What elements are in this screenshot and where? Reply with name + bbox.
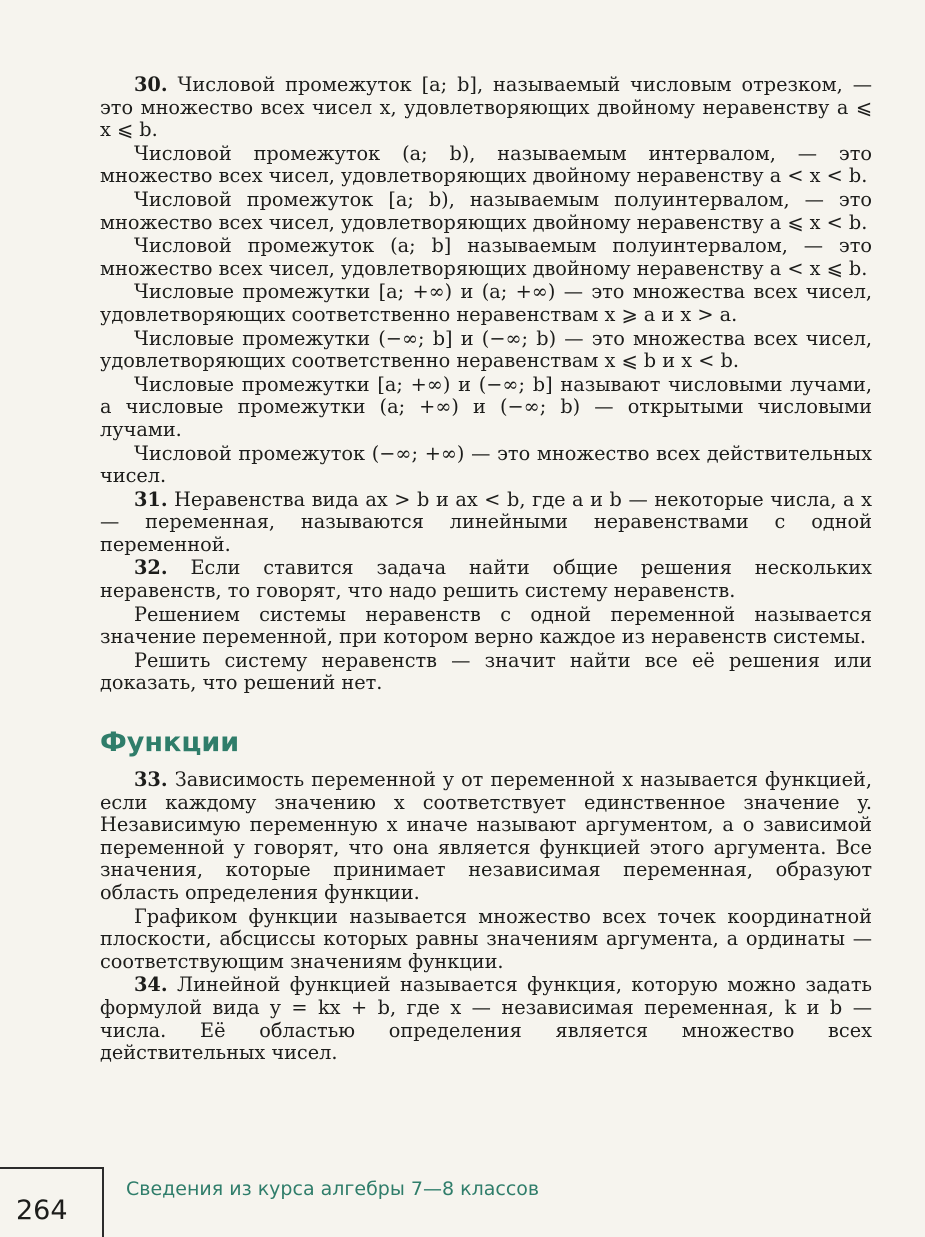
paragraph	[100, 489, 872, 557]
paragraph-text: Числовые промежутки (−∞; b] и (−∞; b) — это множества всех чисел, удовлетворяющих соответственно неравенствам x ⩽ b и x < b.	[100, 326, 872, 373]
paragraph-text: Зависимость переменной y от переменной x называется функцией, если каждому значению x соответствует единственное значение y. Независимую переменную x иначе называют аргументом, а о зависимой переменной y говорят, что она является функцией этого аргумента. Все значения, которые принимает независимая переменная, образуют область определения функции.	[100, 768, 872, 904]
item-number: 31.	[134, 487, 168, 511]
paragraph-text: Числовой промежуток (a; b), называемым интервалом, — это множество всех чисел, удовлетворяющих двойному неравенству a < x < b.	[100, 141, 872, 188]
paragraph	[100, 769, 872, 905]
paragraph-text: Решить систему неравенств — значит найти все её решения или доказать, что решений нет.	[100, 648, 872, 695]
paragraph-text: Графиком функции называется множество всех точек координатной плоскости, абсциссы которых равны значениям аргумента, а ординаты — соответствующим значениям функции.	[100, 904, 872, 973]
paragraph-text: Линейной функцией называется функция, которую можно задать формулой вида y = kx + b, где x — независимая переменная, k и b — числа. Её областью определения является множество всех действительных чисел.	[100, 973, 872, 1065]
paragraph-text: Числовые промежутки [a; +∞) и (−∞; b] называют числовыми лучами, а числовые промежутки (a; +∞) и (−∞; b) — открытыми числовыми лучами.	[100, 372, 872, 441]
paragraph-text: Числовой промежуток (−∞; +∞) — это множество всех действительных чисел.	[100, 441, 872, 488]
paragraph	[100, 189, 872, 234]
paragraph-text: Числовой промежуток [a; b), называемым полуинтервалом, — это множество всех чисел, удовлетворяющих двойному неравенству a ⩽ x < b.	[100, 187, 872, 234]
footer-rule-vertical	[102, 1167, 104, 1237]
paragraph	[100, 650, 872, 695]
paragraph	[100, 281, 872, 326]
paragraph-text: Неравенства вида ax > b и ax < b, где a и b — некоторые числа, а x — переменная, называются линейными неравенствами с одной переменной.	[100, 487, 872, 556]
paragraph	[100, 328, 872, 373]
paragraph	[100, 143, 872, 188]
paragraph-text: Если ставится задача найти общие решения нескольких неравенств, то говорят, что надо решить систему неравенств.	[100, 556, 872, 603]
running-footer-title: Сведения из курса алгебры 7—8 классов	[126, 1178, 540, 1200]
item-number: 32.	[134, 556, 168, 580]
paragraph	[100, 974, 872, 1064]
paragraph-text: Числовой промежуток (a; b] называемым полуинтервалом, — это множество всех чисел, удовлетворяющих двойному неравенству a < x ⩽ b.	[100, 234, 872, 280]
inequalities-section	[100, 74, 872, 695]
paragraph	[100, 906, 872, 974]
paragraph	[100, 443, 872, 488]
paragraph	[100, 557, 872, 602]
functions-section	[100, 769, 872, 1065]
page-number: 264	[16, 1195, 68, 1226]
paragraph	[100, 74, 872, 142]
section-title-functions: Функции	[100, 727, 240, 759]
item-number: 34.	[134, 973, 168, 997]
paragraph	[100, 374, 872, 442]
footer-rule-horizontal	[0, 1167, 102, 1169]
paragraph-text: Числовой промежуток [a; b], называемый числовым отрезком, — это множество всех чисел x, удовлетворяющих двойному неравенству a ⩽ x ⩽ b.	[100, 73, 872, 142]
paragraph-text: Числовые промежутки [a; +∞) и (a; +∞) — это множества всех чисел, удовлетворяющих соответственно неравенствам x ⩾ a и x > a.	[100, 280, 872, 326]
paragraph	[100, 235, 872, 280]
paragraph	[100, 604, 872, 649]
page-content	[100, 74, 872, 1066]
item-number: 33.	[134, 768, 168, 792]
item-number: 30.	[134, 73, 168, 96]
paragraph-text: Решением системы неравенств с одной переменной называется значение переменной, при котором верно каждое из неравенств системы.	[100, 602, 872, 649]
